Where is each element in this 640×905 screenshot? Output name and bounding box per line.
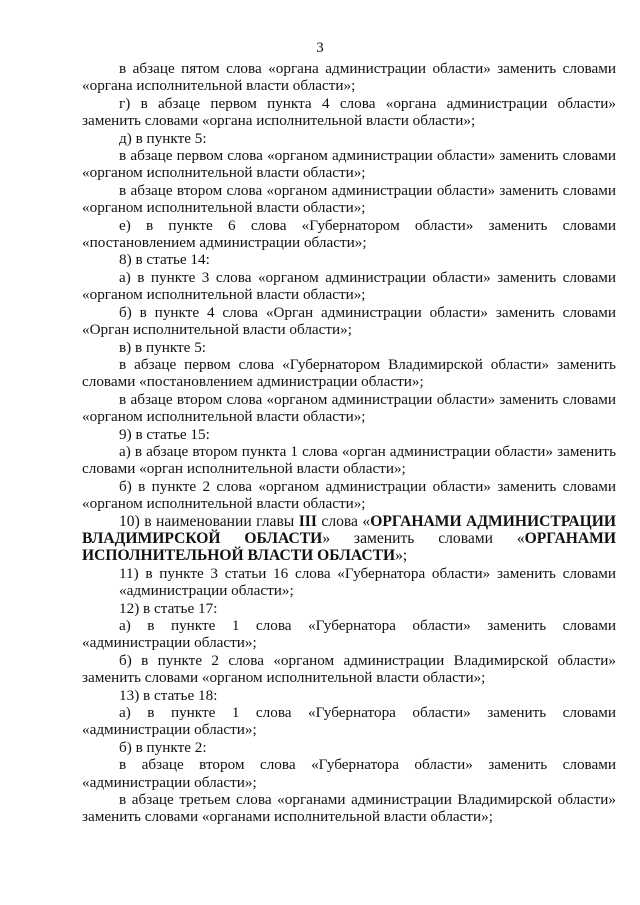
item10-prefix: 10) в наименовании главы	[119, 512, 299, 530]
paragraph: 13) в статье 18:	[119, 686, 218, 704]
paragraph: в абзаце втором слова «органом администрации области» заменить словами «органом исполнительной власти области»;	[82, 390, 616, 426]
item10-replace-text: » заменить словами «	[322, 529, 525, 547]
paragraph: в абзаце первом слова «Губернатором Владимирской области» заменить словами «постановлением администрации области»;	[82, 355, 616, 391]
document-body	[82, 60, 616, 826]
item10-chapter: III	[298, 512, 317, 530]
paragraph: б) в пункте 4 слова «Орган администрации области» заменить словами «Орган исполнительной власти области»;	[82, 303, 616, 339]
paragraph: в абзаце втором слова «Губернатора области» заменить словами «администрации области»;	[82, 756, 616, 791]
paragraph: д) в пункте 5:	[119, 129, 207, 147]
paragraph: 8) в статье 14:	[119, 251, 210, 269]
item10-suffix: »;	[395, 547, 408, 565]
paragraph: 11) в пункте 3 статьи 16 слова «Губернатора области» заменить словами «администрации области»;	[119, 564, 616, 600]
paragraph: в абзаце первом слова «органом администрации области» заменить словами «органом исполнительной власти области»;	[82, 147, 616, 182]
item10-old-phrase: ОРГАНАМИ АДМИНИСТРАЦИИ ВЛАДИМИРСКОЙ ОБЛАСТИ	[82, 512, 616, 547]
paragraph: г) в абзаце первом пункта 4 слова «органа администрации области» заменить словами «органа исполнительной власти области»;	[82, 94, 616, 130]
item10-middle: слова «	[316, 512, 371, 530]
paragraph: в абзаце втором слова «органом администрации области» заменить словами «органом исполнительной власти области»;	[82, 181, 616, 217]
item10-new-phrase: ОРГАНАМИ ИСПОЛНИТЕЛЬНОЙ ВЛАСТИ ОБЛАСТИ	[82, 529, 617, 565]
paragraph: б) в пункте 2:	[119, 738, 207, 756]
paragraph: в абзаце третьем слова «органами администрации Владимирской области» заменить словами «органами исполнительной власти области»;	[82, 791, 616, 826]
paragraph: 12) в статье 17:	[119, 599, 218, 617]
paragraph: а) в пункте 3 слова «органом администрации области» заменить словами «органом исполнительной власти области»;	[82, 268, 616, 304]
paragraph-item-10	[82, 513, 616, 565]
paragraph: 9) в статье 15:	[119, 425, 210, 443]
page-number: 3	[316, 40, 324, 56]
paragraph: е) в пункте 6 слова «Губернатором области» заменить словами «постановлением администрации области»;	[82, 216, 616, 252]
paragraph: в абзаце пятом слова «органа администрации области» заменить словами «органа исполнительной власти области»;	[82, 60, 616, 95]
paragraph: а) в пункте 1 слова «Губернатора области» заменить словами «администрации области»;	[82, 704, 616, 739]
paragraph: а) в абзаце втором пункта 1 слова «орган администрации области» заменить словами «орган исполнительной власти области»;	[82, 442, 616, 478]
paragraph: а) в пункте 1 слова «Губернатора области» заменить словами «администрации области»;	[82, 617, 616, 652]
paragraph: б) в пункте 2 слова «органом администрации области» заменить словами «органом исполнительной власти области»;	[82, 477, 616, 513]
paragraph: в) в пункте 5:	[119, 338, 207, 356]
paragraph: б) в пункте 2 слова «органом администрации Владимирской области» заменить словами «органом исполнительной власти области»;	[82, 651, 616, 687]
